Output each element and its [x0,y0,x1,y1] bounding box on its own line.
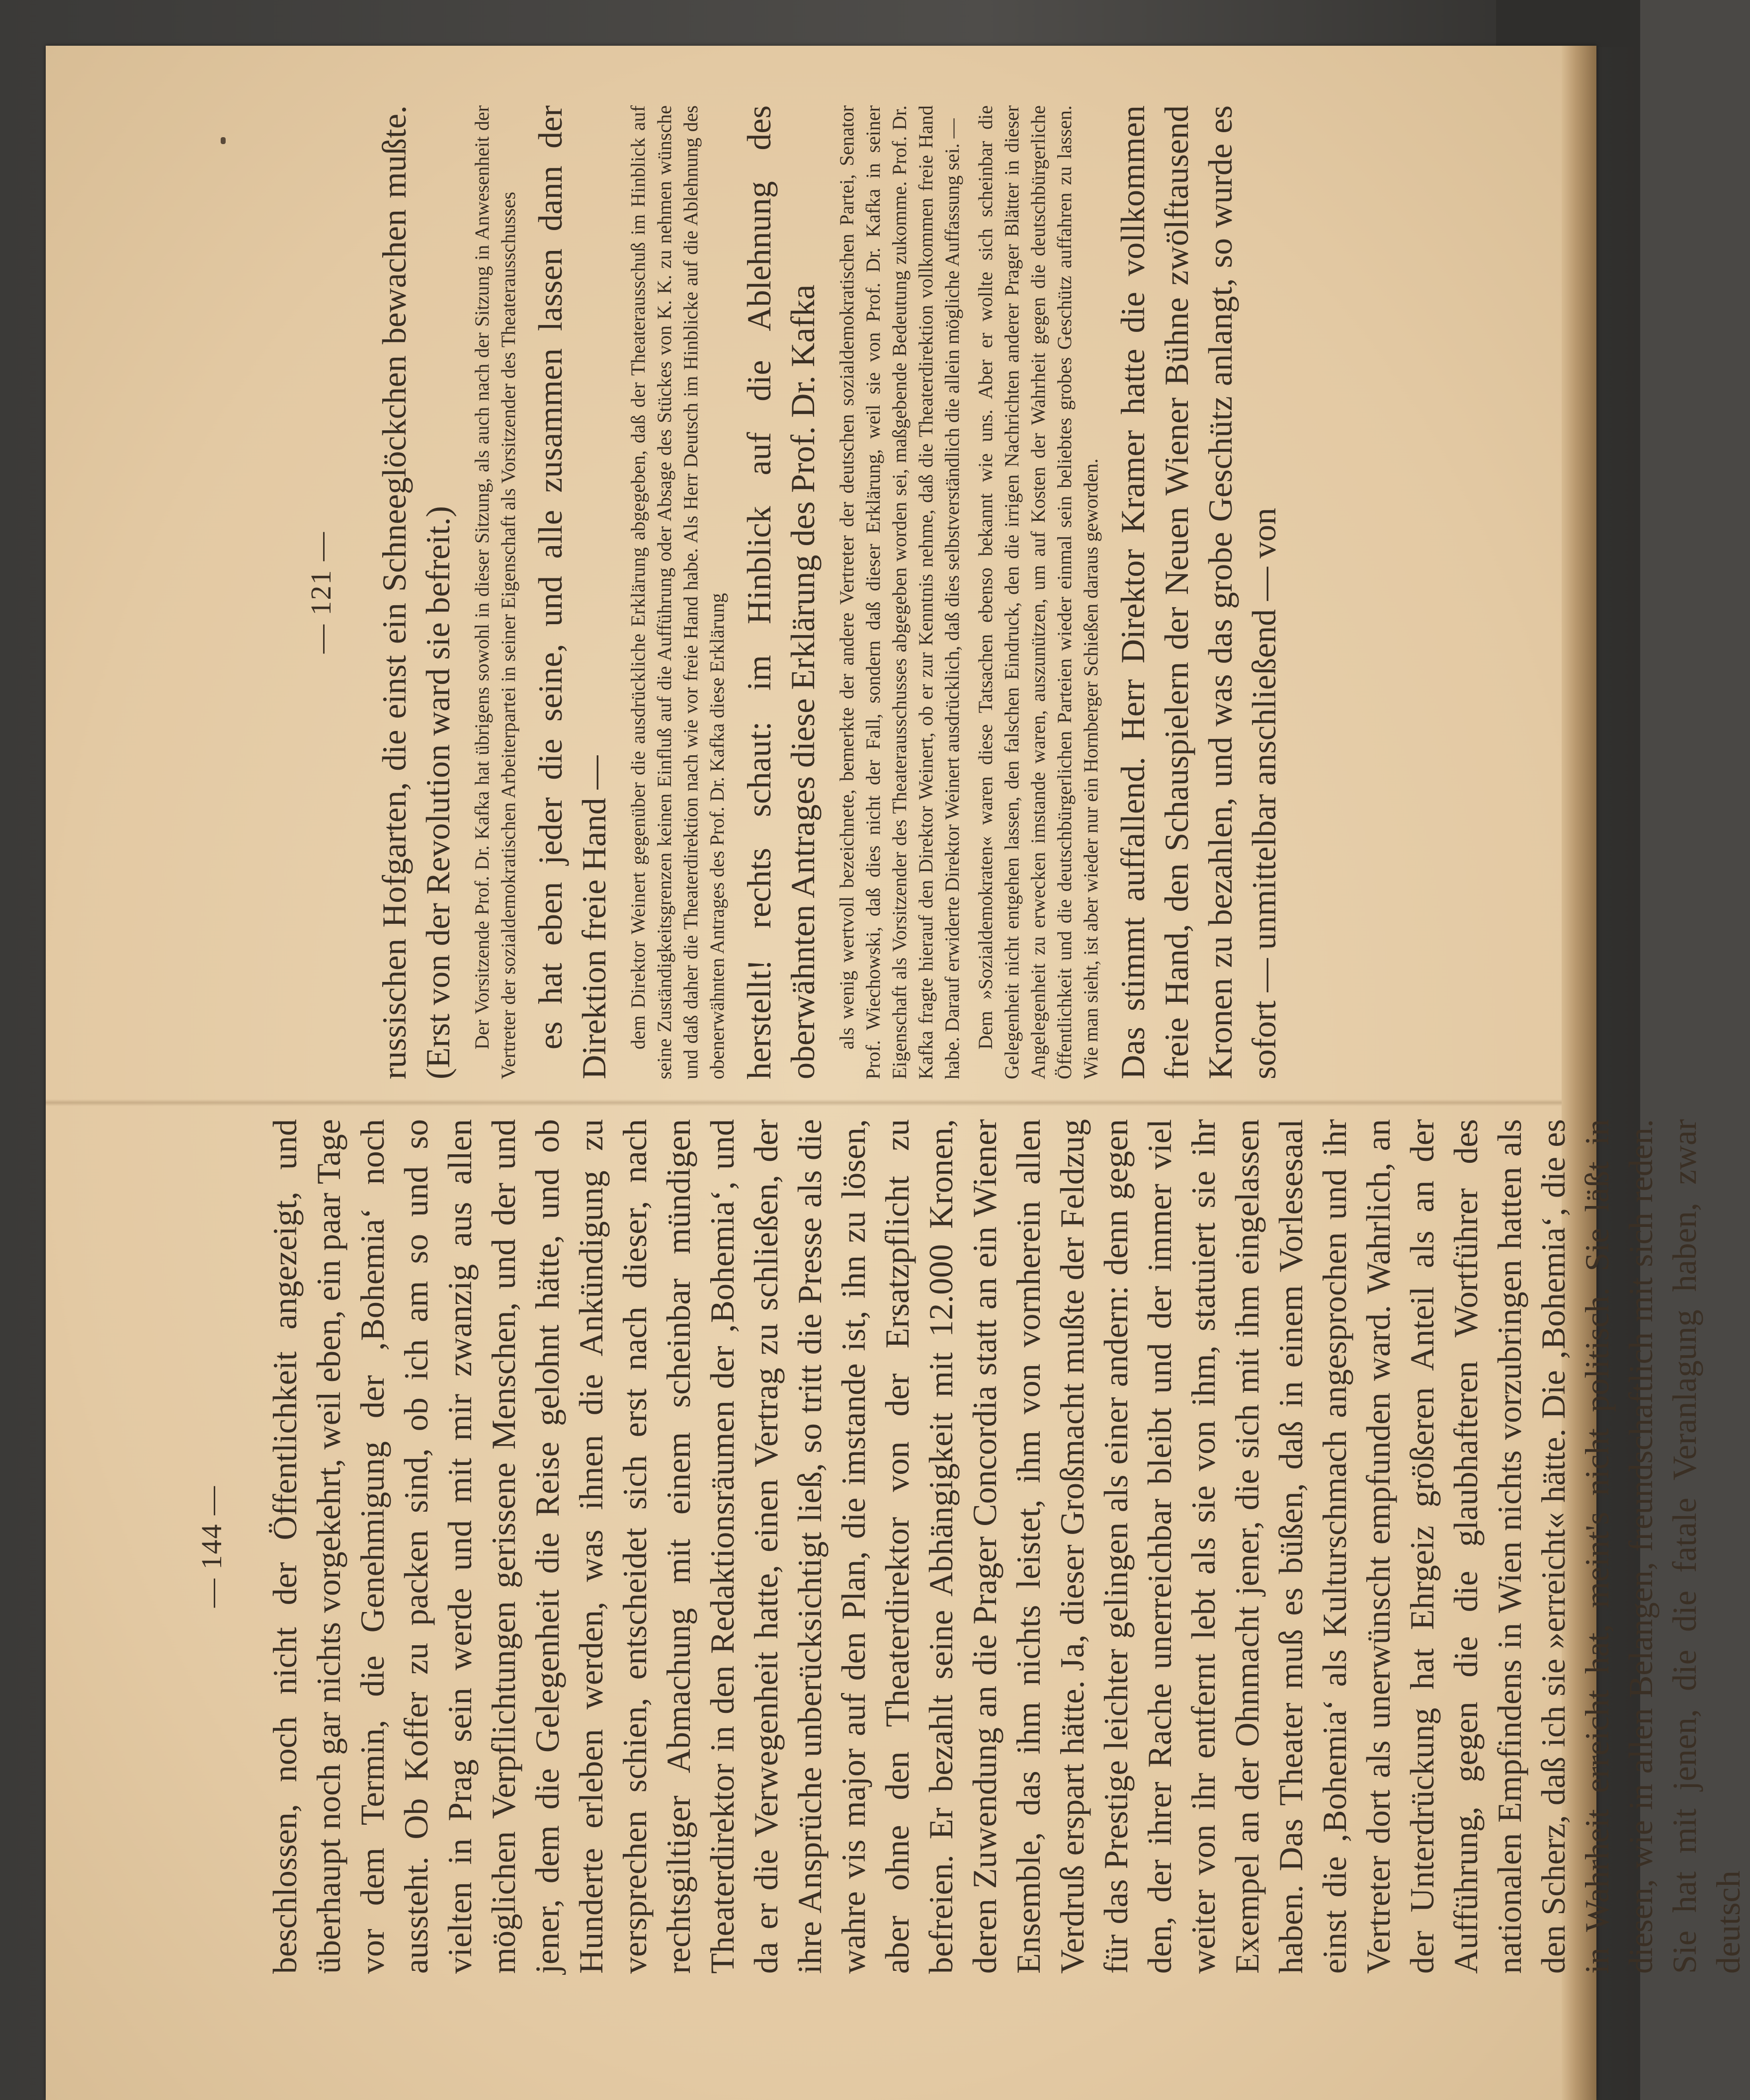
paragraph: beschlossen, noch nicht der Öffentlichkeit angezeigt, und überhaupt noch gar nichts vorgekehrt, weil eben, ein paar Tage vor dem Termin, die Genehmigung der ‚Bohemia‘ noch aussteht. Ob Koffer zu packen sind, ob ich am so und so vielten in Prag sein werde und mit mir zwanzig aus allen möglichen Verpflichtungen gerissene Menschen, und der und jener, dem die Gelegenheit die Reise gelohnt hätte, und ob Hunderte erleben werden, was ihnen die Ankündigung zu versprechen schien, entscheidet sich erst nach dieser, nach rechtsgiltiger Abmachung mit einem scheinbar mündigen Theaterdirektor in den Redaktionsräumen der ‚Bohemia‘, und da er die Verwegenheit hatte, einen Vertrag zu schließen, der ihre Ansprüche unberücksichtigt ließ, so tritt die Presse als die wahre vis major auf den Plan, die imstande ist, ihn zu lösen, aber ohne den Theaterdirektor von der Ersatzpflicht zu befreien. Er bezahlt seine Abhängigkeit mit 12.000 Kronen, deren Zuwendung an die Prager Concordia statt an ein Wiener Ensemble, das ihm nichts leistet, ihm von vornherein allen Verdruß erspart hätte. Ja, dieser Großmacht mußte der Feldzug für das Prestige leichter gelingen als einer andern: denn gegen den, der ihrer Rache unerreichbar bleibt und der immer viel weiter von ihr entfernt lebt als sie von ihm, statuiert sie ihr Exempel an der Ohnmacht jener, die sich mit ihm eingelassen haben. Das Theater muß es büßen, daß in einem Vorlesesaal einst die ‚Bohemia‘ als Kulturschmach angesprochen und ihr Vertreter dort als unerwünscht empfunden ward. Wahrlich, an der Unterdrückung hat Ehrgeiz größeren Anteil als an der Aufführung, gegen die die glaubhafteren Wortführer des nationalen Empfindens in Wien nichts vorzubringen hatten als den Scherz, daß ich sie »erreicht« hätte. Die ‚Bohemia‘, die es in Wahrheit erreicht hat, meint's nicht politisch. Sie läßt in diesen, wie in allen Belangen, freundschaftlich mit sich reden. Sie hat mit jenen, die die fatale Veranlagung haben, zwar deutsch [266,1119,1747,1974]
paragraph: herstellt! rechts schaut: im Hinblick auf die Ablehnung des oberwähnten Antrages diese Erklärung des Prof. Dr. Kafka [740,105,822,1079]
page-121 [304,105,1497,1079]
paragraph: Das stimmt auffallend. Herr Direktor Kramer hatte die vollkommen freie Hand, den Schauspielern der Neuen Wiener Bühne zwölftausend Kronen zu bezahlen, und was das grobe Geschütz anlangt, so wurde es sofort — unmittelbar anschließend — von [1114,105,1283,1079]
paragraph-quote: als wenig wertvoll bezeichnete, bemerkte der andere Vertreter der deutschen sozialdemokratischen Partei, Senator Prof. Wiechowski, daß dies nicht der Fall, sondern daß dieser Erklärung, weil sie von Prof. Dr. Kafka in seiner Eigenschaft als Vorsitzender des Theaterausschusses abgegeben worden sei, maßgebende Bedeutung zukomme. Prof. Dr. Kafka fragte hierauf den Direktor Weinert, ob er zur Kenntnis nehme, daß die Theaterdirektion vollkommen freie Hand habe. Darauf erwiderte Direktor Weinert ausdrücklich, daß dies selbstverständlich die allein mögliche Auffassung sei. — [835,105,963,1079]
book-spread [46,46,1747,2100]
paragraph-quote: Dem »Sozialdemokraten« waren diese Tatsachen ebenso bekannt wie uns. Aber er wollte sich scheinbar die Gelegenheit nicht entgehen lassen, den falschen Eindruck, den die irrigen Nachrichten anderer Prager Blätter in dieser Angelegenheit zu erwecken imstande waren, auszunützen, um auf Kosten der Wahrheit gegen die deutschbürgerliche Öffentlichkeit und die deutschbürgerlichen Parteien wieder einmal sein beliebtes grobes Geschütz auffahren zu lassen. Wie man sieht, ist aber wieder nur ein Hornberger Schießen daraus geworden. [974,105,1102,1079]
ink-speck [221,137,226,144]
page-144 [195,1119,1747,1974]
page-fold [46,1099,1596,1106]
paragraph-quote: dem Direktor Weinert gegenüber die ausdrückliche Erklärung abgegeben, daß der Theaterausschuß im Hinblick auf seine Zuständigkeitsgrenzen keinen Einfluß auf die Aufführung oder Absage des Stückes von K. K. zu nehmen wünsche und daß daher die Theaterdirektion nach wie vor freie Hand habe. Als Herr Deutsch im Hinblicke auf die Ablehnung des obenerwähnten Antrages des Prof. Dr. Kafka diese Erklärung [627,105,728,1079]
scanner-edge [1496,0,1640,47]
page-number: — 121 — [305,531,337,653]
paragraph: russischen Hofgarten, die einst ein Schneeglöckchen bewachen mußte. (Erst von der Revolution ward sie befreit.) [375,105,457,1079]
paragraph-quote: Der Vorsitzende Prof. Dr. Kafka hat übrigens sowohl in dieser Sitzung, als auch nach der Sitzung in Anwesenheit der Vertreter der sozialdemokratischen Arbeiterpartei in seiner Eigenschaft als Vorsitzender des Theaterausschusses [471,105,519,1079]
paragraph: es hat eben jeder die seine, und alle zusammen lassen dann der Direktion freie Hand — [531,105,613,1079]
page-number: — 144 — [195,1485,228,1608]
